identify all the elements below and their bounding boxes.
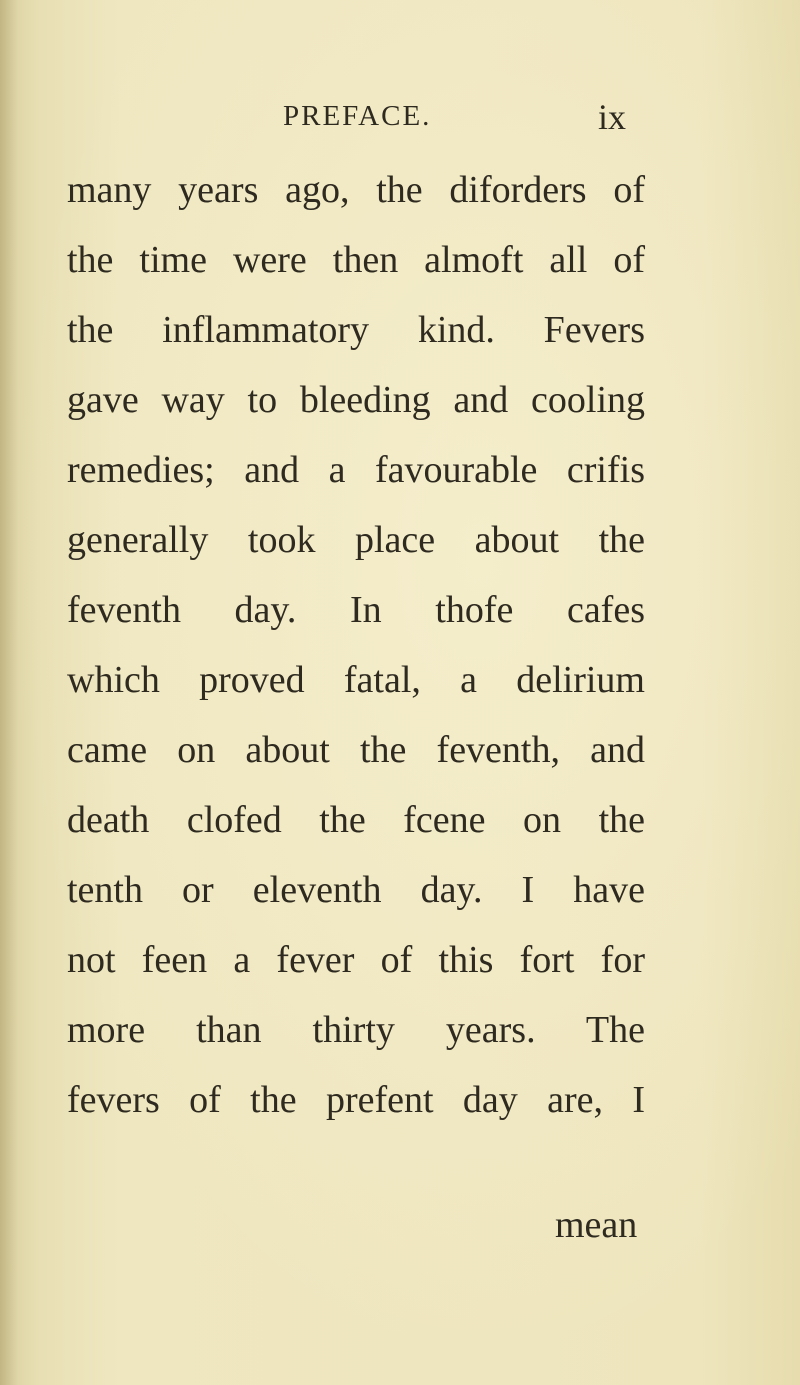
text-line: fevers of the prefent day are, I bbox=[67, 1079, 645, 1121]
text-line: many years ago, the diforders of bbox=[67, 169, 645, 211]
running-head bbox=[0, 97, 800, 140]
text-line: generally took place about the bbox=[67, 519, 645, 561]
catchword: mean bbox=[555, 1204, 638, 1246]
body-text bbox=[67, 165, 645, 1145]
text-line: feventh day. In thofe cafes bbox=[67, 589, 645, 631]
text-line: the time were then almoft all of bbox=[67, 239, 645, 281]
running-head-title: PREFACE. bbox=[283, 100, 432, 132]
text-line: which proved fatal, a delirium bbox=[67, 659, 645, 701]
text-line: remedies; and a favourable crifis bbox=[67, 449, 645, 491]
text-line: death clofed the fcene on the bbox=[67, 799, 645, 841]
text-line: came on about the feventh, and bbox=[67, 729, 645, 771]
text-line: the inflammatory kind. Fevers bbox=[67, 309, 645, 351]
text-line: not feen a fever of this fort for bbox=[67, 939, 645, 981]
text-line: more than thirty years. The bbox=[67, 1009, 645, 1051]
page-number: ix bbox=[598, 97, 627, 137]
text-line: tenth or eleventh day. I have bbox=[67, 869, 645, 911]
text-line: gave way to bleeding and cooling bbox=[67, 379, 645, 421]
